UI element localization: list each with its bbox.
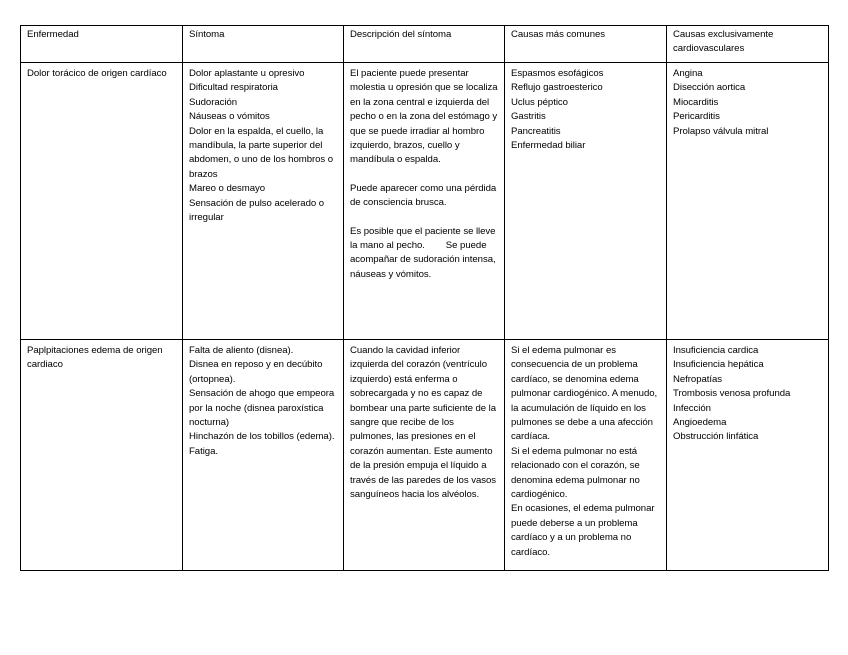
- description-paragraph: Es posible que el paciente se lleve la mano al pecho. Se puede acompañar de sudoración intensa, náuseas y vómitos.: [350, 225, 499, 280]
- cause-item: Uclus péptico: [511, 96, 568, 108]
- symptom-item: Náuseas o vómitos: [189, 111, 270, 123]
- cv-cause-item: Disección aortica: [673, 82, 746, 94]
- cv-cause-item: Angioedema: [673, 417, 727, 429]
- header-causas-cardiovasculares: Causas exclusivamente cardiovasculares: [667, 26, 829, 63]
- symptom-item: Fatiga.: [189, 445, 218, 457]
- cell-causas-comunes: [505, 63, 667, 340]
- cv-cause-item: Pericarditis: [673, 111, 720, 123]
- table-header-row: [21, 26, 829, 63]
- cell-causas-cardiovasculares: [667, 340, 829, 571]
- cv-cause-item: Prolapso válvula mitral: [673, 125, 769, 137]
- cv-cause-item: Miocarditis: [673, 96, 719, 108]
- symptom-item: Sensación de pulso acelerado o irregular: [189, 197, 325, 224]
- cell-enfermedad: Dolor torácico de origen cardíaco: [21, 63, 183, 340]
- cause-item: Espasmos esofágicos: [511, 68, 604, 79]
- description-paragraph: Puede aparecer como una pérdida de consciencia brusca.: [350, 182, 499, 209]
- cv-cause-item: Infección: [673, 402, 711, 414]
- cv-cause-item: Angina: [673, 68, 703, 79]
- cell-descripcion: [344, 63, 505, 340]
- cause-item: Si el edema pulmonar no está relacionado con el corazón, se denomina edema pulmonar no cardiogénico.: [511, 445, 640, 501]
- header-descripcion: Descripción del síntoma: [344, 26, 505, 63]
- symptom-item: Disnea en reposo y en decúbito (ortopnea).: [189, 359, 323, 385]
- description-paragraph: Cuando la cavidad inferior izquierda del corazón (ventrículo izquierdo) está enferma o sobrecargada y no es capaz de bombear una parte suficiente de la sangre que recibe de los pulmones, las presiones en el corazón aumentan. Este aumento de la presión empuja el líquido a través de las paredes de los vasos sanguíneos hacia los alvéolos.: [350, 345, 499, 501]
- header-causas-comunes: Causas más comunes: [505, 26, 667, 63]
- cv-cause-item: Trombosis venosa profunda: [673, 388, 791, 400]
- cv-cause-item: Insuficiencia hepática: [673, 359, 764, 371]
- cause-item: En ocasiones, el edema pulmonar puede deberse a un problema cardíaco y a un problema no cardíaco.: [511, 503, 655, 558]
- cell-enfermedad: Paplpitaciones edema de origen cardiaco: [21, 340, 183, 571]
- description-paragraph: El paciente puede presentar molestia u opresión que se localiza en la zona central e izquierda del pecho o en la zona del estómago y que se puede irradiar al hombro izquierdo, brazos, cuello y mandíbula o espalda.: [350, 68, 501, 166]
- cause-item: Enfermedad biliar: [511, 140, 586, 152]
- cause-item: Si el edema pulmonar es consecuencia de un problema cardíaco, se denomina edema pulmonar cardiogénico. A menudo, la acumulación de líquido en los pulmones se debe a una afección cardíaca.: [511, 345, 658, 443]
- header-sintoma: Síntoma: [183, 26, 344, 63]
- cause-item: Gastritis: [511, 111, 546, 123]
- symptom-item: Sensación de ahogo que empeora por la noche (disnea paroxística nocturna): [189, 388, 335, 429]
- cell-causas-comunes: [505, 340, 667, 571]
- symptom-item: Sudoración: [189, 96, 238, 108]
- symptom-item: Hinchazón de los tobillos (edema).: [189, 431, 335, 443]
- table-row: [21, 63, 829, 340]
- cv-cause-item: Obstrucción linfática: [673, 431, 759, 443]
- cause-item: Reflujo gastroesterico: [511, 82, 603, 94]
- cell-descripcion: [344, 340, 505, 571]
- header-enfermedad: Enfermedad: [21, 26, 183, 63]
- cause-item: Pancreatitis: [511, 125, 561, 137]
- cell-causas-cardiovasculares: [667, 63, 829, 340]
- symptoms-table: [20, 25, 829, 571]
- cv-cause-item: Insuficiencia cardica: [673, 345, 759, 356]
- cell-sintomas: [183, 340, 344, 571]
- symptom-item: Dificultad respiratoria: [189, 82, 278, 94]
- cell-sintomas: [183, 63, 344, 340]
- symptom-item: Dolor aplastante u opresivo: [189, 68, 305, 79]
- symptom-item: Mareo o desmayo: [189, 183, 266, 195]
- symptom-item: Falta de aliento (disnea).: [189, 345, 294, 356]
- cv-cause-item: Nefropatías: [673, 373, 723, 385]
- symptom-item: Dolor en la espalda, el cuello, la mandíbula, la parte superior del abdomen, o uno de los hombros o brazos: [189, 125, 334, 180]
- table-row: [21, 340, 829, 571]
